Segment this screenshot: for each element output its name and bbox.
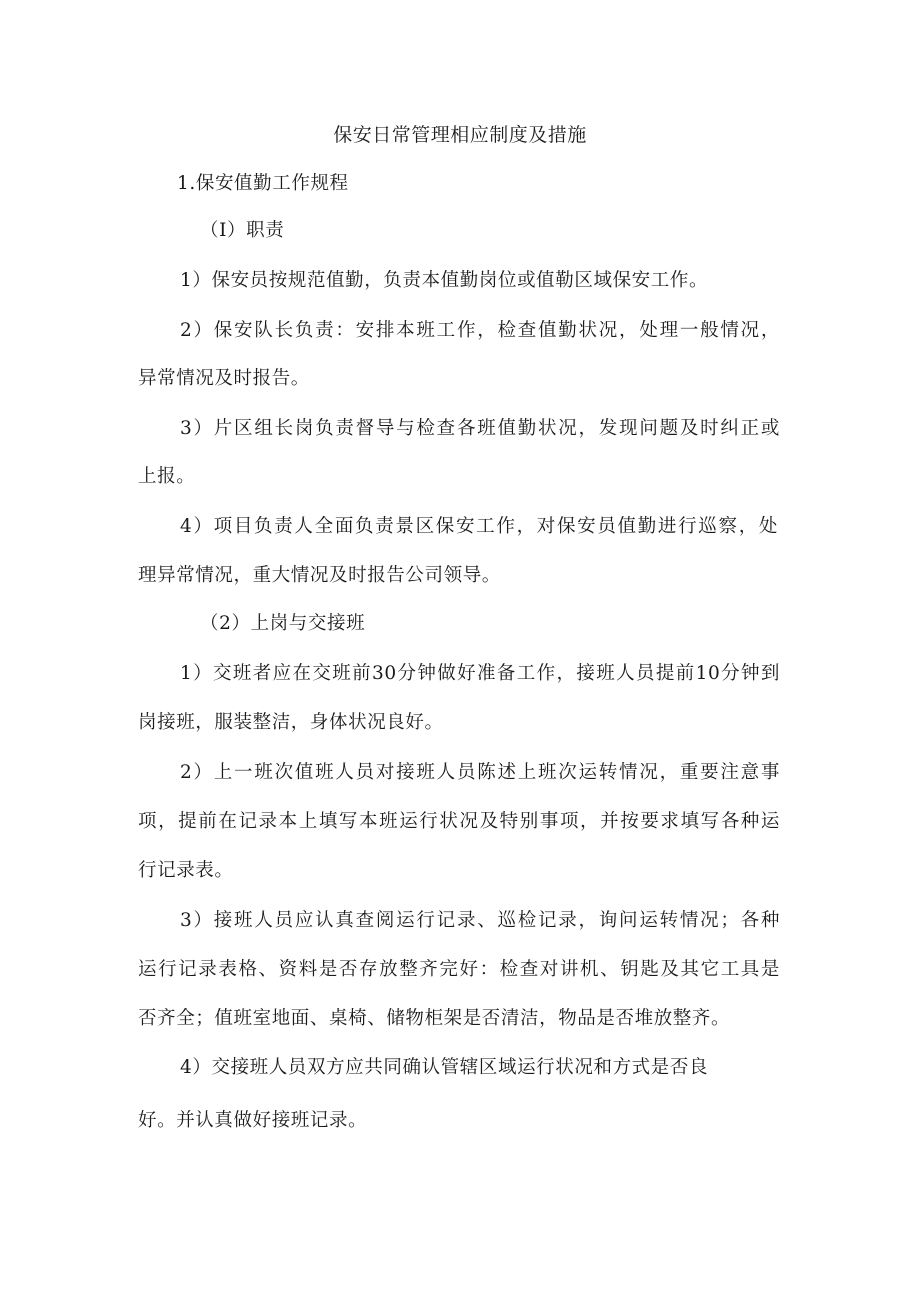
paragraph-line: 项，提前在记录本上填写本班运行状况及特别事项，并按要求填写各种运 <box>138 811 780 832</box>
paragraph-line: 上报。 <box>138 466 196 487</box>
paragraph-line: 4）交接班人员双方应共同确认管辖区域运行状况和方式是否良 <box>180 1057 709 1078</box>
paragraph-line: 2）上一班次值班人员对接班人员陈述上班次运转情况，重要注意事 <box>180 762 780 783</box>
paragraph-line: 1）交班者应在交班前30分钟做好准备工作，接班人员提前10分钟到 <box>180 663 780 684</box>
document-title: 保安日常管理相应制度及措施 <box>333 124 587 146</box>
paragraph-line: 行记录表。 <box>138 860 234 881</box>
section-heading: 1.保安值勤工作规程 <box>177 173 349 194</box>
paragraph-line: 3）片区组长岗负责督导与检查各班值勤状况，发现问题及时纠正或 <box>180 418 780 439</box>
paragraph-line: 4）项目负责人全面负责景区保安工作，对保安员值勤进行巡察，处 <box>180 516 778 537</box>
paragraph-line: 3）接班人员应认真查阅运行记录、巡检记录，询问运转情况；各种 <box>180 910 780 931</box>
paragraph-line: 好。并认真做好接班记录。 <box>138 1110 368 1131</box>
subsection-heading: （I）职责 <box>200 220 285 241</box>
paragraph-line: 理异常情况，重大情况及时报告公司领导。 <box>138 565 501 586</box>
paragraph-line: 否齐全；值班室地面、桌椅、储物柜架是否清洁，物品是否堆放整齐。 <box>138 1008 731 1029</box>
paragraph-line: 岗接班，服装整洁，身体状况良好。 <box>138 712 444 733</box>
subsection-heading: （2）上岗与交接班 <box>200 613 366 634</box>
paragraph-line: 1）保安员按规范值勤，负责本值勤岗位或值勒区域保安工作。 <box>180 270 709 291</box>
paragraph-line: 异常情况及时报告。 <box>138 368 310 389</box>
paragraph-line: 运行记录表格、资料是否存放整齐完好：检查对讲机、钥匙及其它工具是 <box>138 959 780 980</box>
paragraph-line: 2）保安队长负责：安排本班工作，检查值勤状况，处理一般情况， <box>180 320 780 341</box>
